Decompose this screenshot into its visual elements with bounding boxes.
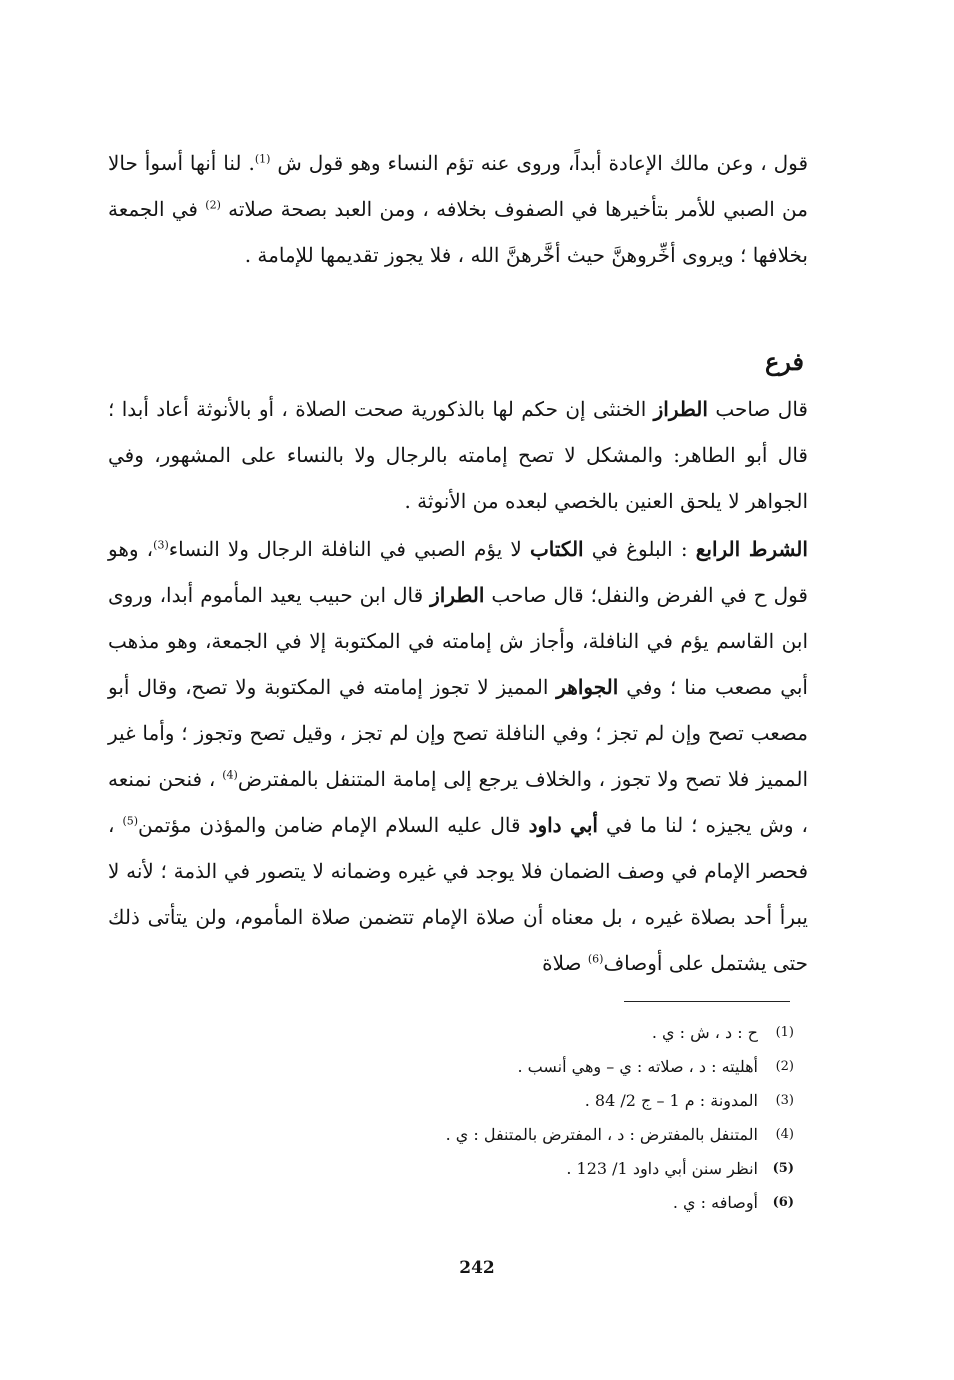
- text-run: صلاة: [542, 951, 588, 975]
- text-run: لا يؤم الصبي في النافلة الرجال ولا النساء: [168, 537, 530, 561]
- footnote-number: (6): [772, 1195, 794, 1210]
- text-run: : البلوغ في: [583, 537, 696, 561]
- section-heading: فرع: [764, 347, 804, 376]
- footnote-ref[interactable]: (6): [587, 952, 604, 966]
- footnote-text: المدونة : م 1 – ج 2/ 84 .: [584, 1091, 758, 1110]
- footnote-item: [234, 1016, 794, 1050]
- footnote-text: أهليته : د ، صلاته : ي – وهي أنسب .: [517, 1057, 758, 1076]
- footnote-separator: [624, 1001, 790, 1002]
- text-run: الخنثى إن حكم لها بالذكورية صحت الصلاة ، أو بالأنوثة أعاد أبدا ؛ قال أبو الطاهر: والمشكل لا تصح إمامته بالرجال ولا بالنساء على المشهور، وفي الجواهر لا يلحق العنين بالخصي لبعده من الأنوثة .: [108, 397, 808, 513]
- bold-term: الطراز: [653, 397, 708, 421]
- text-run: المميز لا تجوز إمامته في المكتوبة ولا تصح، وقال أبو مصعب تصح وإن لم تجز ؛ وفي النافلة تصح وإن لم تجز ، وقيل تصح وتجوز ؛ وأما غير المميز فلا تصح ولا تجوز ، والخلاف يرجع إلى إمامة المتنفل بالمفترض: [108, 675, 809, 791]
- footnote-item: [234, 1118, 794, 1152]
- bold-term: الطراز: [430, 583, 485, 607]
- footnote-ref[interactable]: (4): [222, 768, 238, 782]
- footnote-text: المتنفل بالمفترض : د ، المفترض بالمتنفل : ي .: [445, 1125, 758, 1144]
- text-run: قال ابن حبيب يعيد المأموم أبدا، وروى ابن القاسم يؤم في النافلة، وأجاز ش إمامته في المكتوبة إلا في الجمعة، وهو مذهب أبي مصعب منا ؛ وفي: [108, 583, 808, 699]
- footnote-number: (4): [775, 1127, 794, 1142]
- paragraph-2: [108, 386, 808, 524]
- bold-term: الكتاب: [529, 537, 584, 561]
- footnote-number: (1): [775, 1025, 794, 1040]
- footnote-text: ح : د ، ش : ي .: [651, 1023, 758, 1042]
- footnote-number: (2): [775, 1059, 794, 1074]
- footnote-text: أوصافه : ي .: [672, 1193, 758, 1212]
- footnote-number: (3): [775, 1093, 794, 1108]
- footnote-item: [234, 1050, 794, 1084]
- footnote-ref[interactable]: (2): [205, 198, 221, 212]
- footnote-ref[interactable]: (1): [254, 152, 271, 166]
- footnote-item: [234, 1186, 794, 1220]
- text-run: . لنا أنها أسوأ حالا من الصبي للأمر بتأخيرها في الصفوف بخلافه ، ومن العبد بصحة صلاته: [108, 151, 808, 221]
- footnote-item: [234, 1152, 794, 1186]
- paragraph-1: [108, 140, 808, 278]
- text-run: ، فنحن نمنعه ، وش يجيزه ؛ لنا ما في: [108, 767, 808, 837]
- text-run: قال عليه السلام الإمام ضامن والمؤذن مؤتمن: [138, 813, 529, 837]
- paragraph-3: [108, 526, 808, 986]
- bold-term: أبي داود: [528, 813, 598, 837]
- text-run: قول ، وعن مالك الإعادة أبداً، وروى عنه تؤم النساء وهو قول ش: [270, 151, 809, 175]
- text-run: في الجمعة بخلافها ؛ ويروى أخِّروهنَّ حيث أخَّرهنَّ الله ، فلا يجوز تقديمها للإمامة .: [108, 197, 808, 267]
- bold-term: الشرط الرابع: [695, 537, 808, 561]
- footnote-number: (5): [772, 1161, 794, 1176]
- text-run: قال صاحب: [707, 397, 808, 421]
- footnotes-list: [234, 1016, 794, 1220]
- bold-term: الجواهر: [556, 675, 619, 699]
- page-number: 242: [459, 1258, 495, 1278]
- footnote-text: انظر سنن أبي داود 1/ 123 .: [566, 1159, 758, 1178]
- footnote-item: [234, 1084, 794, 1118]
- footnote-ref[interactable]: (3): [153, 538, 169, 552]
- text-run: ، وهو قول ح في الفرض والنفل؛ قال صاحب: [108, 537, 808, 607]
- footnote-ref[interactable]: (5): [122, 814, 139, 828]
- text-run: ، فحصر الإمام في وصف الضمان فلا يوجد في غيره وضمانه لا يتصور في الذمة ؛ لأنه لا يبرأ أحد بصلاة غيره ، بل معناه أن صلاة الإمام تتضمن صلاة المأموم، ولن يتأتى ذلك حتى يشتمل على أوصاف: [108, 813, 808, 975]
